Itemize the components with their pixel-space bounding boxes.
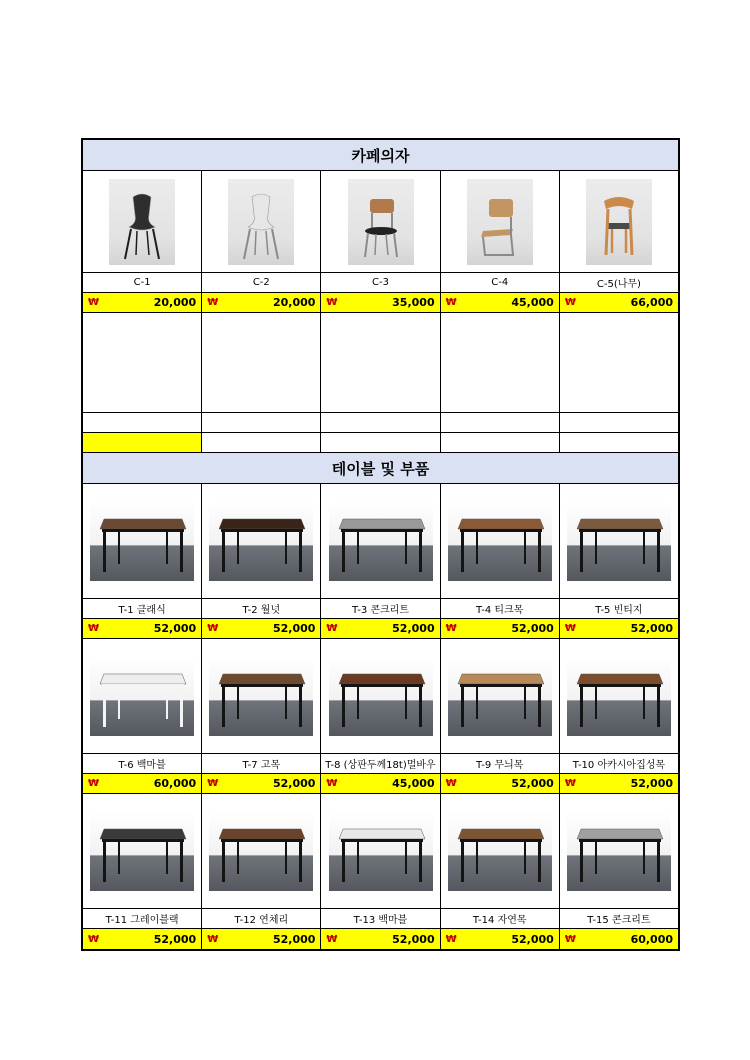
won-sign: ₩: [445, 933, 457, 945]
table-photo-icon: [448, 811, 552, 891]
table-price: 52,000: [153, 932, 197, 946]
wooden-armchair-icon: [586, 179, 652, 265]
chair-price: 35,000: [392, 296, 435, 309]
table-price: 52,000: [272, 932, 316, 946]
chairs-section-title: 카페의자: [83, 140, 678, 171]
table-label: T-12 연체리: [202, 909, 321, 928]
table-icon: [448, 656, 552, 736]
table-label: T-14 자연목: [441, 909, 560, 928]
won-sign: ₩: [326, 297, 338, 308]
table-image-row: [83, 484, 678, 599]
table-price-row: [83, 929, 678, 949]
table-icon: [567, 656, 671, 736]
table-label: T-11 그레이블랙: [83, 909, 202, 928]
table-label: T-13 백마블: [321, 909, 440, 928]
won-sign: ₩: [207, 623, 219, 634]
table-icon: [329, 501, 433, 581]
table-icon: [90, 811, 194, 891]
won-sign: ₩: [564, 933, 576, 945]
table-price-cell: [441, 619, 560, 638]
table-price-cell: [560, 619, 678, 638]
table-icon: [90, 656, 194, 736]
chair-price: 45,000: [511, 296, 554, 309]
table-price-cell: [441, 929, 560, 949]
table-icon: [209, 656, 313, 736]
won-sign: ₩: [564, 778, 576, 789]
table-photo-icon: [448, 656, 552, 736]
table-photo-icon: [90, 811, 194, 891]
table-price: 60,000: [153, 777, 197, 790]
table-label: T-6 백마블: [83, 754, 202, 773]
won-sign: ₩: [445, 778, 457, 789]
cantilever-chair-icon: [467, 179, 533, 265]
table-price: 60,000: [630, 932, 674, 946]
table-label: T-10 아카시아집성목: [572, 760, 666, 771]
won-sign: ₩: [564, 623, 576, 634]
table-price: 52,000: [392, 622, 435, 635]
table-price: 52,000: [272, 622, 316, 635]
table-price-cell: [321, 774, 440, 793]
table-price-row: [83, 619, 678, 639]
price-sheet: [81, 138, 680, 951]
table-price: 52,000: [511, 777, 554, 790]
table-icon: [329, 656, 433, 736]
won-sign: ₩: [564, 297, 576, 308]
table-label: T-15 콘크리트: [587, 915, 651, 926]
won-sign: ₩: [207, 778, 219, 789]
chair-code: C-2: [202, 273, 321, 292]
chair-code: C-4: [441, 273, 560, 292]
table-price-cell: [321, 619, 440, 638]
chair-price-cell: [321, 293, 440, 312]
table-price-cell: [321, 929, 440, 949]
chair-code-row: [83, 273, 678, 293]
chair-code: C-5(나무): [596, 279, 641, 290]
table-photo-icon: [329, 501, 433, 581]
table-price: 52,000: [630, 777, 674, 790]
chair-price: 66,000: [630, 296, 674, 309]
table-label: T-9 무늬목: [441, 754, 560, 773]
table-price-cell: [441, 774, 560, 793]
table-icon: [567, 501, 671, 581]
chair-code: C-1: [83, 273, 202, 292]
table-price: 45,000: [392, 777, 435, 790]
white-plastic-chair-icon: [228, 179, 294, 265]
table-label: T-7 고목: [202, 754, 321, 773]
table-price-row: [83, 774, 678, 794]
table-label: T-2 월넛: [202, 599, 321, 618]
table-photo-icon: [567, 656, 671, 736]
chair-price-cell: [202, 293, 321, 312]
table-label: T-1 클래식: [83, 599, 202, 618]
empty-price-row: [83, 433, 678, 453]
table-price-cell: [560, 929, 678, 949]
table-price: 52,000: [630, 622, 674, 635]
table-label: T-8 (상판두께18t)멀바우: [321, 754, 440, 773]
chair-price-row: [83, 293, 678, 313]
won-sign: ₩: [207, 933, 219, 945]
chair-price: 20,000: [153, 296, 197, 309]
table-photo-icon: [90, 501, 194, 581]
black-plastic-chair-icon: [109, 179, 175, 265]
black-plastic-chair-icon: [109, 179, 175, 265]
won-sign: ₩: [326, 778, 338, 789]
table-price-cell: [202, 619, 321, 638]
wooden-armchair-icon: [586, 179, 652, 265]
won-sign: ₩: [88, 623, 100, 634]
table-price: 52,000: [392, 932, 435, 946]
chair-price-cell: [560, 293, 678, 312]
chair-price: 20,000: [272, 296, 316, 309]
table-image-row: [83, 794, 678, 909]
won-sign: ₩: [445, 623, 457, 634]
won-sign: ₩: [88, 778, 100, 789]
table-icon: [567, 811, 671, 891]
won-sign: ₩: [207, 297, 219, 308]
table-photo-icon: [567, 501, 671, 581]
table-price: 52,000: [511, 622, 554, 635]
table-photo-icon: [90, 656, 194, 736]
table-photo-icon: [209, 811, 313, 891]
won-sign: ₩: [445, 297, 457, 308]
chair-image-row: [83, 171, 678, 273]
table-price-cell: [83, 774, 202, 793]
table-price-cell: [202, 929, 321, 949]
table-icon: [90, 501, 194, 581]
empty-label-row: [83, 413, 678, 433]
won-sign: ₩: [88, 297, 100, 308]
cantilever-chair-icon: [467, 179, 533, 265]
chair-price-cell: [441, 293, 560, 312]
table-photo-icon: [209, 656, 313, 736]
table-label-row: [83, 599, 678, 619]
won-sign: ₩: [326, 933, 338, 945]
table-photo-icon: [448, 501, 552, 581]
table-label-row: [83, 909, 678, 929]
table-icon: [329, 811, 433, 891]
table-price-cell: [83, 619, 202, 638]
white-plastic-chair-icon: [228, 179, 294, 265]
tables-grid: [83, 484, 678, 949]
table-price: 52,000: [272, 777, 316, 790]
table-label: T-3 콘크리트: [321, 599, 440, 618]
table-price: 52,000: [511, 932, 554, 946]
table-icon: [448, 501, 552, 581]
empty-image-row: [83, 313, 678, 413]
table-label-row: [83, 754, 678, 774]
table-icon: [209, 811, 313, 891]
table-price-cell: [202, 774, 321, 793]
table-label: T-4 티크목: [441, 599, 560, 618]
table-photo-icon: [329, 656, 433, 736]
table-label: T-5 빈티지: [595, 605, 643, 616]
table-price: 52,000: [153, 622, 197, 635]
table-photo-icon: [567, 811, 671, 891]
wood-back-chair-icon: [348, 179, 414, 265]
wood-back-chair-icon: [348, 179, 414, 265]
chair-price-cell: [83, 293, 202, 312]
table-icon: [209, 501, 313, 581]
table-image-row: [83, 639, 678, 754]
tables-section-title: 테이블 및 부품: [83, 453, 678, 484]
table-icon: [448, 811, 552, 891]
won-sign: ₩: [326, 623, 338, 634]
table-price-cell: [83, 929, 202, 949]
won-sign: ₩: [88, 933, 100, 945]
table-photo-icon: [329, 811, 433, 891]
table-price-cell: [560, 774, 678, 793]
chair-code: C-3: [321, 273, 440, 292]
table-photo-icon: [209, 501, 313, 581]
